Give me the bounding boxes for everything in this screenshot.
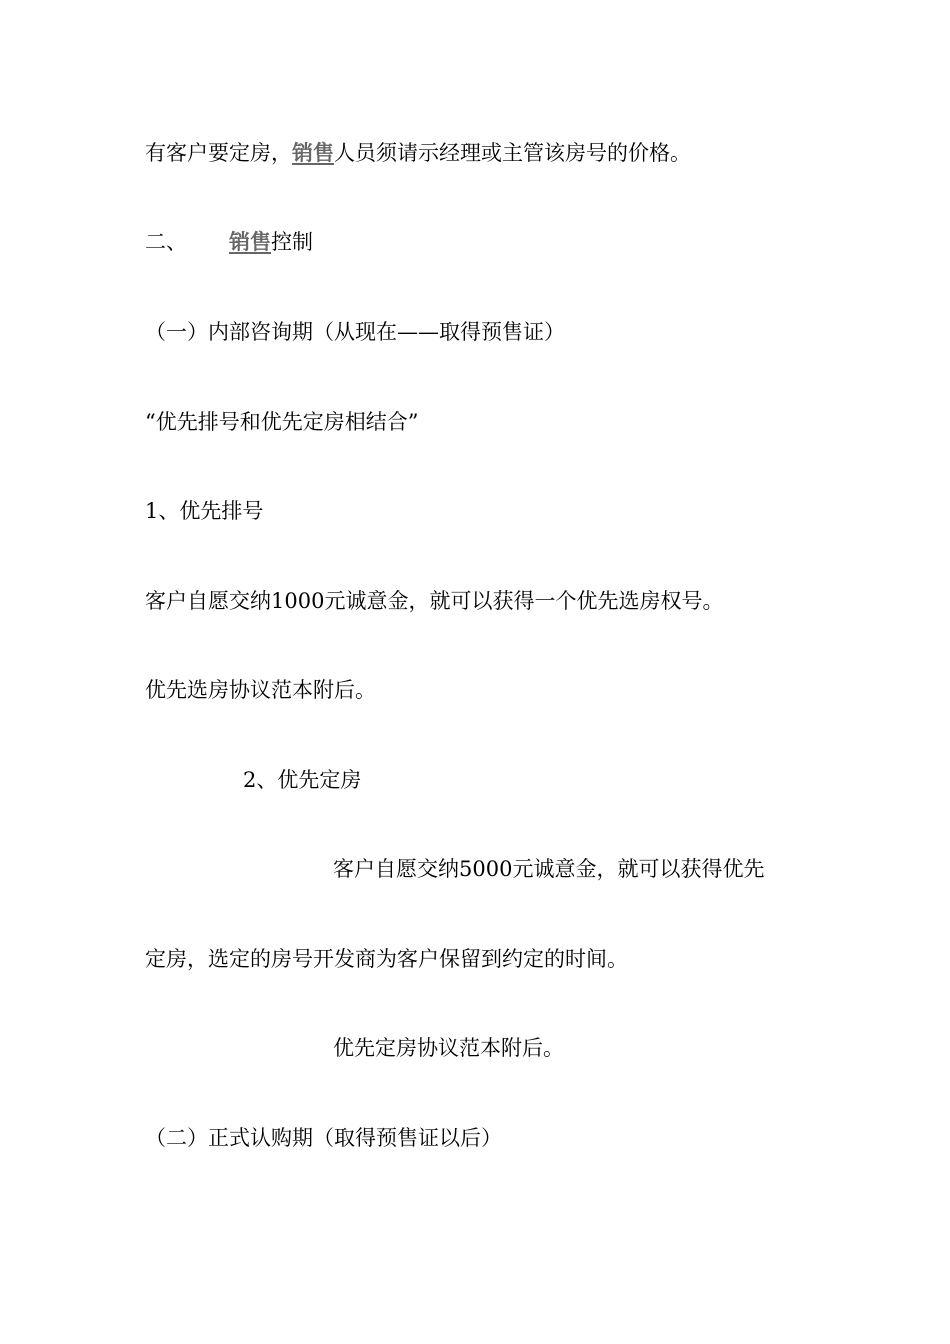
item-priority-queue: 1、优先排号 <box>145 499 264 523</box>
text-segment: 控制 <box>271 230 313 254</box>
heading-sales-control <box>145 228 313 256</box>
paragraph-deposit-1000: 客户自愿交纳1000元诚意金，就可以获得一个优先选房权号。 <box>145 589 724 613</box>
paragraph-booking-price <box>145 139 691 167</box>
heading-number: 二、 <box>145 230 187 254</box>
text-segment: 人员须请示经理或主管该房号的价格。 <box>334 141 691 165</box>
paragraph-booking-agreement: 优先定房协议范本附后。 <box>333 1036 564 1060</box>
text-segment: 有客户要定房， <box>145 141 292 165</box>
subheading-formal-subscription: （二）正式认购期（取得预售证以后） <box>145 1126 502 1150</box>
paragraph-deposit-5000-continued: 定房，选定的房号开发商为客户保留到约定的时间。 <box>145 947 628 971</box>
keyword-link-sales[interactable]: 销售 <box>229 229 271 254</box>
paragraph-selection-agreement: 优先选房协议范本附后。 <box>145 678 376 702</box>
subheading-internal-consultation: （一）内部咨询期（从现在——取得预售证） <box>145 320 565 344</box>
paragraph-deposit-5000: 客户自愿交纳5000元诚意金，就可以获得优先 <box>333 857 765 881</box>
quote-priority-combination: “优先排号和优先定房相结合” <box>145 410 419 434</box>
item-priority-booking: 2、优先定房 <box>243 768 362 792</box>
keyword-link-sales[interactable]: 销售 <box>292 140 334 165</box>
